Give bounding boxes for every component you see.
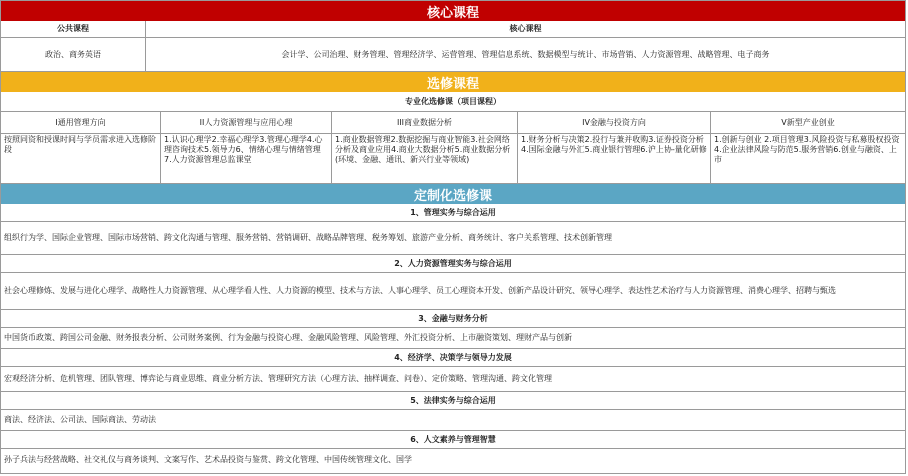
direction-desc-row xyxy=(1,134,905,184)
direction-desc-2: 1.认识心理学2.幸福心理学3.管理心理学4.心理咨询技术5.领导力6、情绪心理与情绪管理7.人力资源管理总监课堂 xyxy=(161,134,332,183)
core-courses-list: 会计学、公司治理、财务管理、管理经济学、运营管理、管理信息系统、数据模型与统计、市场营销、人力资源管理、战略管理、电子商务 xyxy=(281,49,770,59)
core-content-row xyxy=(1,38,905,72)
core-courses-banner xyxy=(1,1,905,21)
direction-desc-1: 按照同资和授课时间与学员需求进入选修阶段 xyxy=(1,134,161,183)
direction-title-2: II人力资源管理与应用心理 xyxy=(161,112,332,133)
direction-title-1: I通用管理方向 xyxy=(1,112,161,133)
core-courses-header: 核心课程 xyxy=(509,24,542,33)
core-banner-text: 核心课程 xyxy=(426,5,479,21)
custom-section-title-4: 4、经济学、决策学与领导力发展 xyxy=(1,349,905,367)
custom-section-content-4: 宏观经济分析、危机管理、团队管理、博弈论与商业思维、商业分析方法、管理研究方法（心理方法、抽样调查、问卷）、定价策略、管理沟通、跨文化管理 xyxy=(1,367,905,392)
direction-title-row xyxy=(1,112,905,134)
custom-section-content-2: 社会心理修炼、发展与进化心理学、战略性人力资源管理、从心理学看人性、人力资源的模型、技术与方法、人事心理学、员工心理资本开发、创新产品设计研究、领导心理学、表达性艺术治疗与人力资源管理、消费心理学、招聘与甄选 xyxy=(1,273,905,310)
custom-banner-text: 定制化选修课 xyxy=(413,188,492,204)
direction-title-3: III商业数据分析 xyxy=(332,112,518,133)
direction-title-4: IV金融与投资方向 xyxy=(518,112,711,133)
custom-section-content-1: 组织行为学、国际企业管理、国际市场营销、跨文化沟通与管理、服务营销、营销调研、战略品牌管理、税务筹划、旅游产业分析、商务统计、客户关系管理、技术创新管理 xyxy=(1,222,905,255)
custom-section-content-6: 孙子兵法与经营战略、社交礼仪与商务谈判、文案写作、艺术品投资与鉴赏、跨文化管理、中国传统管理文化、国学 xyxy=(4,455,412,464)
custom-section-content-3: 中国货币政策、跨国公司金融、财务报表分析、公司财务案例、行为金融与投资心理、金融风险管理、风险管理、外汇投资分析、上市融资策划、理财产品与创新 xyxy=(1,328,905,349)
elective-subtitle: 专业化选修课（项目课程） xyxy=(1,92,905,112)
direction-desc-4: 1.财务分析与决策2.投行与兼并收购3.证券投资分析4.国际金融与外汇5.商业银行管理6.沪上协-量化研修 xyxy=(518,134,711,183)
custom-section-content-5: 商法、经济法、公司法、国际商法、劳动法 xyxy=(1,410,905,431)
direction-desc-3: 1.商业数据管理2.数据挖掘与商业智能3.社会网络分析及商业应用4.商业大数据分析5.商业数据分析(环境、金融、通讯、新兴行业等领域) xyxy=(332,134,518,183)
direction-desc-5: 1.创新与创业 2.项目管理3.风险投资与私募股权投资4.企业法律风险与防范5.服务营销6.创业与融资、上市 xyxy=(714,135,900,164)
custom-section-title-1: 1、管理实务与综合运用 xyxy=(1,204,905,222)
core-header-row xyxy=(1,21,905,38)
custom-section-title-6: 6、人文素养与管理智慧 xyxy=(1,431,905,449)
elective-banner-text: 选修课程 xyxy=(426,76,479,92)
elective-courses-banner xyxy=(1,72,905,92)
custom-courses-banner xyxy=(1,184,905,204)
custom-section-title-3: 3、金融与财务分析 xyxy=(1,310,905,328)
public-courses-header: 公共课程 xyxy=(1,21,146,37)
public-courses-list: 政治、商务英语 xyxy=(1,38,146,71)
custom-section-title-5: 5、法律实务与综合运用 xyxy=(1,392,905,410)
custom-section-title-2: 2、人力资源管理实务与综合运用 xyxy=(1,255,905,273)
direction-title-5: V新型产业创业 xyxy=(781,117,835,127)
